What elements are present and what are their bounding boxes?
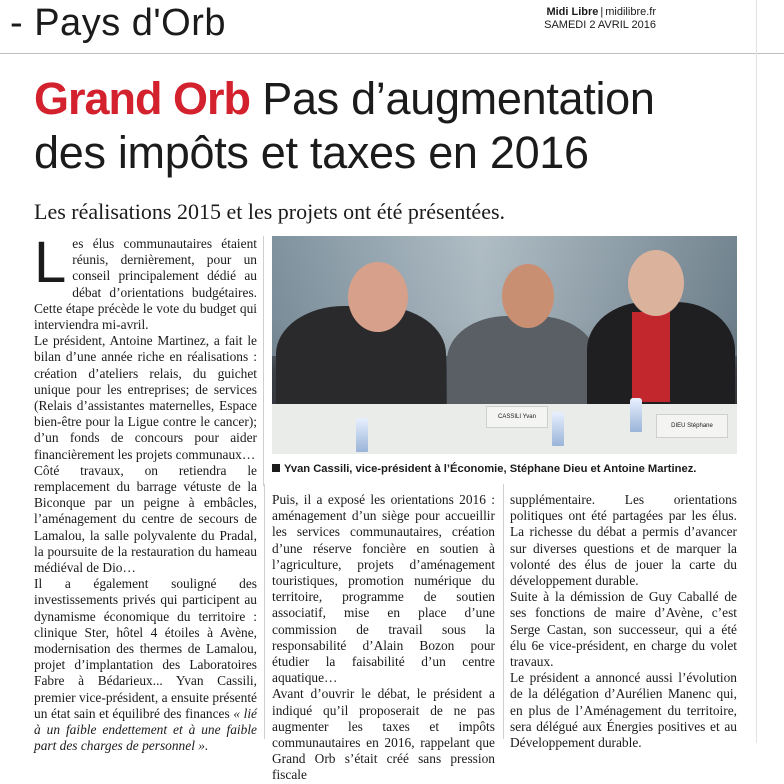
photo-caption	[272, 463, 752, 475]
quote: « lié à un faible endettement et à une faible part des charges de personnel ».	[34, 705, 258, 754]
issue-date: SAMEDI 2 AVRIL 2016	[544, 19, 656, 31]
headline-line1: Pas d’augmentation	[262, 73, 655, 124]
article-column-2	[272, 492, 495, 784]
paragraph	[34, 576, 257, 754]
column-divider	[263, 236, 264, 486]
paragraph: es élus communautaires étaient réunis, dernièrement, pour un conseil principalement dédié au débat d’orientations budgétaires. Cette étape précède le vote du budget qui interviendra mi-avril.	[34, 236, 257, 333]
paragraph: Côté travaux, on retiendra le remplacement du barrage vétuste de la Biconque par un peigne à embâcles, l’aménagement du centre de secours de Lamalou, la salle polyvalente du Pradal, la poursuite de la restauration du hameau médiéval de Dio…	[34, 462, 257, 576]
paragraph: Le président, Antoine Martinez, a fait le bilan d’une année riche en réalisations : création d’ateliers relais, du guichet unique pour les entreprises; de services (Relais d’assistantes maternelles, Espace bien-être pour la Ligue contre le cancer); d’un fonds de concours pour aider financièrement les projets communaux…	[34, 333, 257, 462]
paragraph-text: Il a également souligné des investissements privés qui participent au dynamisme économique du territoire : clinique Ster, hôtel 4 étoiles à Avène, modernisation des thermes de Lamalou, projet d’implantation des Laboratoires Fabre à Bédarieux... Yvan Cassili, premier vice-président, a ensuite présenté un état sain et équilibré des finances	[34, 576, 257, 721]
caption-text: Yvan Cassili, vice-président à l’Économie, Stéphane Dieu et Antoine Martinez.	[284, 463, 697, 475]
photo-red-shirt	[632, 312, 670, 402]
photo-bottle	[552, 412, 564, 446]
caption-square-icon	[272, 464, 280, 472]
page-edge	[756, 0, 757, 743]
headline-kicker: Grand Orb	[34, 73, 251, 124]
paragraph: Le président a annoncé aussi l’évolution de la délégation d’Aurélien Manenc qui, en plus de l’Aménagement du territoire, sera délégué aux Énergies positives et au Développement durable.	[510, 670, 737, 751]
brand-site: midilibre.fr	[605, 6, 656, 18]
photo-head-left	[348, 262, 408, 332]
article-column-3	[510, 492, 737, 751]
paragraph: Suite à la démission de Guy Caballé de ses fonctions de maire d’Avène, c’est Serge Castan, son successeur, qui a été élu 6e vice-président, en charge du volet travaux.	[510, 589, 737, 670]
column-divider	[503, 484, 504, 739]
photo-bottle	[356, 418, 368, 452]
photo-name-sign-left: CASSILI Yvan	[486, 406, 548, 428]
paragraph: supplémentaire. Les orientations politiques ont été partagées par les élus. La richesse du débat a permis d’avancer sur diverses questions et de marquer la volonté des élus de jouer la carte du développement durable.	[510, 492, 737, 589]
article-column-1	[34, 230, 258, 755]
paragraph: Puis, il a exposé les orientations 2016 : aménagement d’un siège pour accueillir les services communautaires, création d’une réserve foncière en soutien à l’agriculture, projets d’aménagement touristiques, promotion numérique du territoire, programme de soutien associatif, mise en place d’une commission de travail sous la responsabilité d’Alain Bozon pour étudier la faisabilité d’un centre aquatique…	[272, 492, 495, 686]
headline	[34, 72, 774, 180]
masthead	[544, 6, 656, 31]
photo-head-center	[502, 264, 554, 328]
section-title: - Pays d'Orb	[10, 2, 226, 44]
header-divider	[0, 53, 784, 54]
brand-separator: |	[600, 6, 604, 18]
photo-bottle	[630, 398, 642, 432]
photo-head-right	[628, 250, 684, 316]
column-divider	[264, 484, 265, 739]
drop-cap: L	[34, 230, 67, 295]
article-photo	[272, 236, 737, 454]
paragraph: Avant d’ouvrir le débat, le président a indiqué qu’il proposerait de ne pas augmenter les taxes et impôts communautaires en 2016, rappelant que Grand Orb s’était créé sans pression fiscale	[272, 686, 495, 783]
subheadline: Les réalisations 2015 et les projets ont été présentées.	[34, 199, 506, 224]
brand-name: Midi Libre	[546, 6, 599, 18]
photo-name-sign-right: DIEU Stéphane	[656, 414, 728, 438]
masthead-brand	[544, 6, 656, 18]
headline-line2: des impôts et taxes en 2016	[34, 127, 589, 178]
